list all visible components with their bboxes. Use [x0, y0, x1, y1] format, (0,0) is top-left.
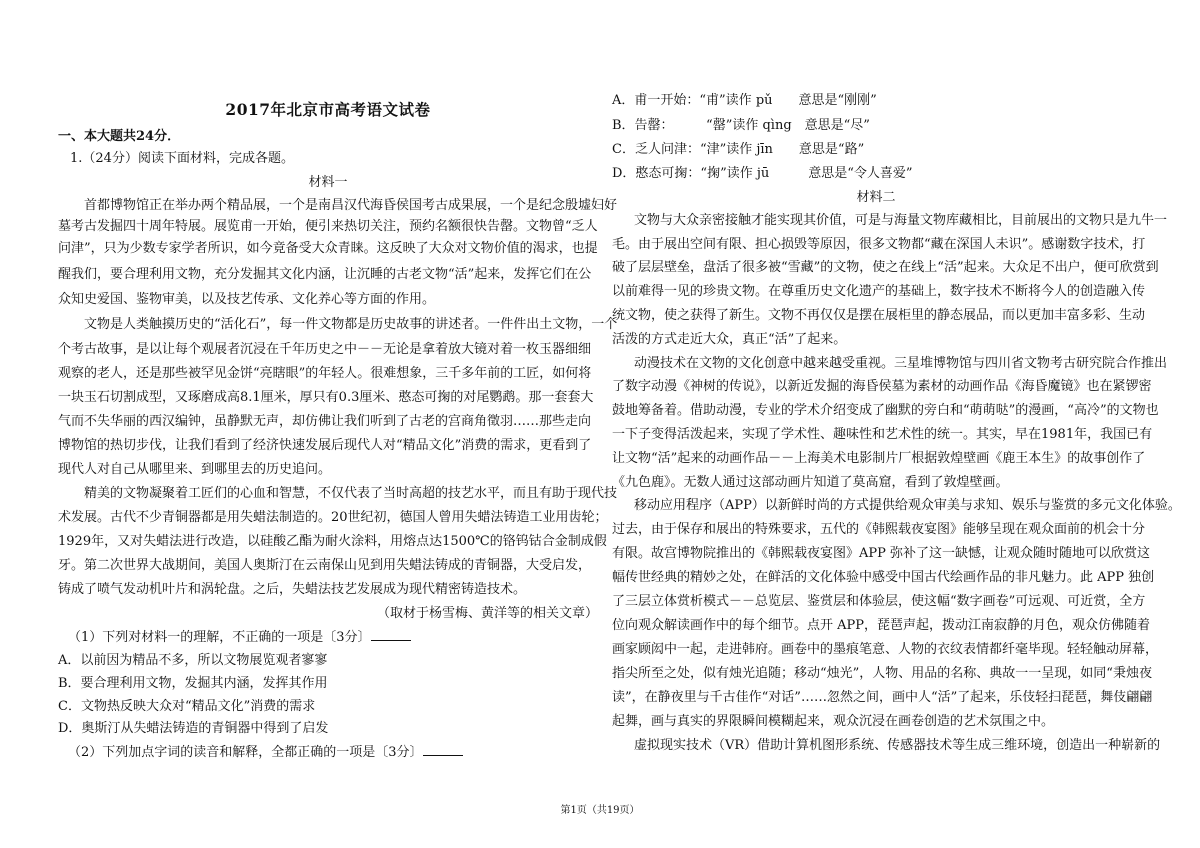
right-line [612, 689, 1152, 707]
left-line-text: D．奥斯汀从失蜡法铸造的青铜器中得到了启发 [58, 721, 329, 736]
left-line-text: B．要合理利用文物，发掘其内涵，发挥其作用 [58, 676, 328, 691]
right-line-text: 毛。由于展出空间有限、担心损毁等原因，很多文物都“藏在深国人未识”。感谢数字技术，打 [612, 237, 1146, 252]
right-line [612, 378, 1152, 396]
left-line [58, 652, 327, 670]
left-line-text: 一块玉石切割成型，又琢磨成高8.1厘米，厚只有0.3厘米、憨态可掬的对尾鹦鹉。那一套套大 [58, 390, 594, 405]
right-line-text: 破了层层壁垒，盘活了很多被“雪藏”的文物，使之在线上“活”起来。大众足不出户，便可欣赏到 [612, 260, 1159, 275]
right-line [612, 165, 913, 183]
right-line [612, 212, 1167, 230]
left-line [58, 743, 463, 762]
left-line-text: （2）下列加点字词的读音和解释，全都正确的一项是〔3分〕 [68, 745, 423, 760]
left-line-text: （取材于杨雪梅、黄洋等的相关文章） [376, 606, 598, 621]
right-line-text: 虚拟现实技术（VR）借助计算机图形系统、传感器技术等生成三维环境，创造出一种崭新的 [634, 738, 1161, 753]
left-line-text: C．文物热反映大众对“精品文化”消费的需求 [58, 699, 316, 714]
right-line-text: 起舞，画与真实的界限瞬间模糊起来，观众沉浸在画卷创造的艺术氛围之中。 [612, 714, 1055, 729]
left-line [58, 341, 591, 359]
left-line-text: A．以前因为精品不多，所以文物展览观者寥寥 [58, 653, 328, 668]
right-line [612, 236, 1145, 254]
left-line [58, 581, 526, 599]
left-line [58, 266, 591, 284]
left-line-text: 材料一 [308, 175, 348, 190]
left-line [58, 461, 331, 479]
left-line [58, 628, 411, 647]
right-line [612, 259, 1159, 277]
left-line [58, 698, 315, 716]
left-line-text: 问津”，只为少数专家学者所识，如今竟备受大众青睐。这反映了大众对文物价值的渴求，也提 [58, 241, 598, 256]
right-line [612, 283, 1145, 301]
right-line [612, 521, 1145, 539]
right-line [612, 355, 1167, 373]
right-line [612, 92, 877, 110]
right-line-text: 过去，由于保存和展出的特殊要求，五代的《韩熙载夜宴图》能够呈现在观众面前的机会十分 [612, 522, 1146, 537]
right-line-text: 以前难得一见的珍贵文物。在尊重历史文化遗产的基础上，数字技术不断将今人的创造融入传 [612, 284, 1146, 299]
left-line [58, 509, 608, 527]
right-line-text: B．告罄： “罄”读作 qìng 意思是“尽” [612, 118, 870, 133]
right-line-text: A．甫一开始：“甫”读作 pǔ 意思是“刚刚” [612, 93, 877, 108]
left-line [58, 291, 435, 309]
document-title: 2017年北京市高考语文试卷 [225, 100, 431, 119]
right-line [612, 189, 1140, 207]
left-line [58, 365, 591, 383]
right-line [612, 426, 1152, 444]
right-line [612, 497, 1181, 515]
left-line [58, 720, 328, 738]
right-line-text: 统文物，使之获得了新生。文物不再仅仅是摆在展柜里的静态展品，而以更加丰富多彩、生动 [612, 308, 1146, 323]
right-line-text: 文物与大众亲密接触才能实现其价值，可是与海量文物库藏相比，目前展出的文物只是九牛一 [634, 213, 1168, 228]
right-line [612, 117, 870, 135]
right-line-text: 《九色鹿》。无数人通过这部动画片知道了莫高窟，看到了敦煌壁画。 [612, 475, 1009, 490]
left-line-text: 观察的老人，还是那些被罕见金饼“亮瞎眼”的年轻人。很难想象，三千多年前的工匠，如何将 [58, 366, 592, 381]
answer-blank[interactable] [423, 743, 463, 756]
left-line-text: 醒我们，要合理利用文物，充分发掘其文化内涵，让沉睡的古老文物“活”起来，发挥它们在公 [58, 267, 592, 282]
left-line-text: 气而不失华丽的西汉编钟，虽静默无声，却仿佛让我们听到了古老的宫商角徵羽……那些走向 [58, 414, 592, 429]
right-line-text: 一下子变得活泼起来，实现了学术性、趣味性和艺术性的统一。其实，早在1981年，我国已有 [612, 427, 1153, 442]
left-line [58, 557, 591, 575]
left-line [58, 533, 607, 551]
page-footer: 第1页（共19页） [560, 805, 640, 816]
right-line [612, 402, 1159, 420]
left-line-text: 文物是人类触摸历史的“活化石”，每一件文物都是历史故事的讲述者。一件件出土文物，一个 [84, 317, 618, 332]
right-line-text: C．乏人问津：“津”读作 jīn 意思是“路” [612, 142, 865, 157]
right-line-text: 移动应用程序（APP）以新鲜时尚的方式提供给观众审美与求知、娱乐与鉴赏的多元文化体验。 [634, 498, 1181, 513]
right-line [612, 617, 1150, 635]
left-line [58, 128, 180, 146]
right-line [612, 474, 1009, 492]
left-line [58, 174, 598, 192]
right-line [612, 545, 1150, 563]
left-line [58, 485, 617, 503]
left-line [58, 413, 591, 431]
right-line [612, 665, 1152, 683]
right-line-text: 鼓地筹备着。借助动漫，专业的学术介绍变成了幽默的旁白和“萌萌哒”的漫画，“高冷”的文物也 [612, 403, 1159, 418]
left-line-text: 铸成了喷气发动机叶片和涡轮盘。之后，失蜡法技艺发展成为现代精密铸造技术。 [58, 582, 527, 597]
left-line [58, 605, 598, 623]
right-line [612, 331, 846, 349]
right-line [612, 713, 1054, 731]
right-line-text: 活泼的方式走近大众，真正“活”了起来。 [612, 332, 847, 347]
right-line [612, 141, 864, 159]
left-line [58, 389, 593, 407]
right-line-text: 动漫技术在文物的文化创意中越来越受重视。三星堆博物馆与四川省文物考古研究院合作推出 [634, 356, 1168, 371]
left-line-text: 1.（24分）阅读下面材料，完成各题。 [70, 151, 294, 166]
left-line [58, 675, 328, 693]
left-line-text: 墓考古发掘四十周年特展。展览甫一开始，便引来热切关注，预约名额很快告罄。文物曾“乏人 [58, 219, 598, 234]
right-line-text: 了三层立体赏析模式－－总览层、鉴赏层和体验层，使这幅“数字画卷”可远观、可近赏，全方 [612, 594, 1146, 609]
right-line [612, 593, 1145, 611]
right-line-text: 位向观众解读画作中的每个细节。点开 APP，琵琶声起，拨动江南寂静的月色，观众仿佛随着 [612, 618, 1151, 633]
right-line-text: 读”，在静夜里与千古佳作“对话”……忽然之间，画中人“活”了起来，乐伎轻扫琵琶，舞伎翩翩 [612, 690, 1153, 705]
right-line-text: 画家顾闳中一起，走进韩府。画卷中的墨痕笔意、人物的衣纹表情都纤毫毕现。轻轻触动屏幕， [612, 642, 1159, 657]
left-line-text: 首都博物馆正在举办两个精品展，一个是南昌汉代海昏侯国考古成果展，一个是纪念殷墟妇好 [84, 198, 618, 213]
left-line-text: 个考古故事，是以让每个观展者沉浸在千年历史之中－－无论是拿着放大镜对着一枚玉器细细 [58, 342, 592, 357]
right-line [612, 450, 1145, 468]
left-line-text: （1）下列对材料一的理解，不正确的一项是〔3分〕 [68, 630, 371, 645]
left-line-text: 1929年，又对失蜡法进行改造，以硅酸乙酯为耐火涂料，用熔点达1500℃的铬钨钴合金制成假 [58, 534, 607, 549]
left-line-text: 精美的文物凝聚着工匠们的心血和智慧，不仅代表了当时高超的技艺水平，而且有助于现代技 [84, 486, 618, 501]
right-line [612, 307, 1145, 325]
left-line-text: 一、本大题共24分． [58, 129, 181, 144]
right-line-text: 材料二 [856, 190, 896, 205]
right-line-text: 指尖所至之处，似有烛光追随；移动“烛光”，人物、用品的名称、典故一一呈现，如同“秉烛夜 [612, 666, 1152, 681]
right-line-text: D．憨态可掬：“掬”读作 jū 意思是“令人喜爱” [612, 166, 913, 181]
left-line [58, 437, 591, 455]
right-line-text: 有限。故宫博物院推出的《韩熙载夜宴图》APP 弥补了这一缺憾，让观众随时随地可以欣赏这 [612, 546, 1151, 561]
right-line-text: 让文物“活”起来的动画作品－－上海美术电影制片厂根据敦煌壁画《鹿王本生》的故事创作了 [612, 451, 1146, 466]
left-line-text: 现代人对自己从哪里来、到哪里去的历史追问。 [58, 462, 332, 477]
answer-blank[interactable] [371, 628, 411, 641]
left-line-text: 术发展。古代不少青铜器都是用失蜡法制造的。20世纪初，德国人曾用失蜡法铸造工业用齿轮； [58, 510, 608, 525]
left-line-text: 众知史爱国、鉴物审美，以及技艺传承、文化养心等方面的作用。 [58, 292, 436, 307]
left-line [58, 218, 598, 236]
right-line [612, 569, 1154, 587]
right-line [612, 641, 1158, 659]
right-line-text: 了数字动漫《神树的传说》，以新近发掘的海昏侯墓为素材的动画作品《海昏魔镜》也在紧锣密 [612, 379, 1152, 394]
left-line [58, 150, 294, 168]
right-line [612, 737, 1160, 755]
left-line-text: 牙。第二次世界大战期间，美国人奥斯汀在云南保山见到用失蜡法铸成的青铜器，大受启发， [58, 558, 592, 573]
left-line [58, 316, 617, 334]
left-line [58, 240, 598, 258]
right-line-text: 幅传世经典的精妙之处，在鲜活的文化体验中感受中国古代绘画作品的非凡魅力。此 APP 独创 [612, 570, 1155, 585]
left-line [58, 197, 617, 215]
left-line-text: 博物馆的热切步伐，让我们看到了经济快速发展后现代人对“精品文化”消费的需求，更看到了 [58, 438, 592, 453]
